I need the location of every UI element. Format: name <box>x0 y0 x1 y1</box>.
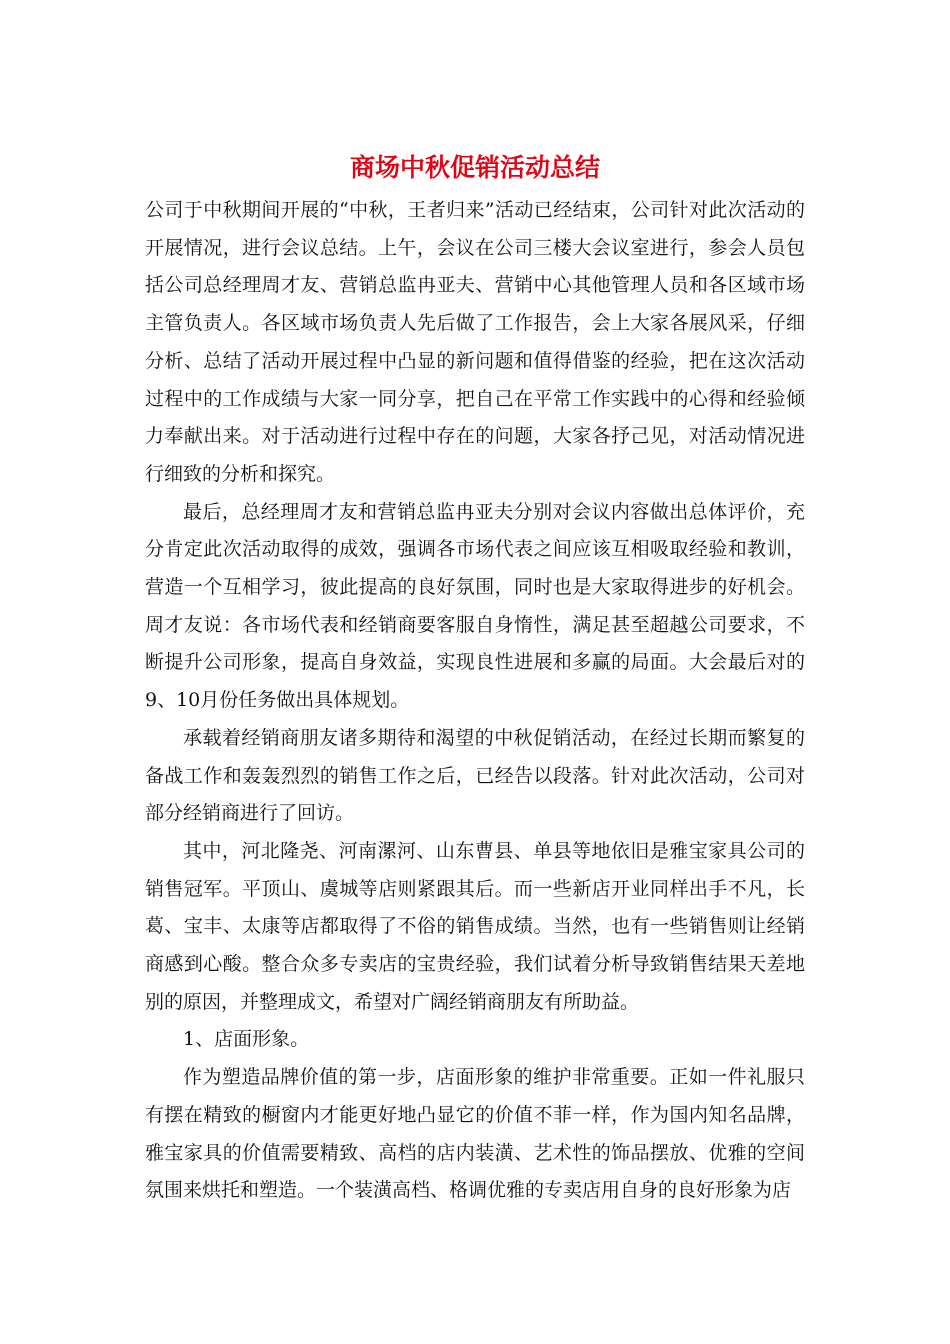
document-title: 商场中秋促销活动总结 <box>349 153 600 182</box>
paragraph-2: 最后，总经理周才友和营销总监冉亚夫分别对会议内容做出总体评价，充分肯定此次活动取得的成效，强调各市场代表之间应该互相吸取经验和教训，营造一个互相学习，彼此提高的良好氛围，同时也是大家取得进步的好机会。周才友说：各市场代表和经销商要客服自身惰性，满足甚至超越公司要求，不断提升公司形象，提高自身效益，实现良性进展和多赢的局面。大会最后对的9、10月份任务做出具体规划。 <box>145 500 805 712</box>
paragraph-4: 其中，河北隆尧、河南漯河、山东曹县、单县等地依旧是雅宝家具公司的销售冠军。平顶山、虞城等店则紧跟其后。而一些新店开业同样出手不凡，长葛、宝丰、太康等店都取得了不俗的销售成绩。当然，也有一些销售则让经销商感到心酸。整合众多专卖店的宝贵经验，我们试着分析导致销售结果天差地别的原因，并整理成文，希望对广阔经销商朋友有所助益。 <box>145 839 805 1013</box>
document-body <box>145 192 805 1210</box>
paragraph-1: 公司于中秋期间开展的“中秋，王者归来”活动已经结束，公司针对此次活动的开展情况，进行会议总结。上午，会议在公司三楼大会议室进行，参会人员包括公司总经理周才友、营销总监冉亚夫、营销中心其他管理人员和各区域市场主管负责人。各区域市场负责人先后做了工作报告，会上大家各展风采，仔细分析、总结了活动开展过程中凸显的新问题和值得借鉴的经验，把在这次活动过程中的工作成绩与大家一同分享，把自己在平常工作实践中的心得和经验倾力奉献出来。对于活动进行过程中存在的问题，大家各抒己见，对活动情况进行细致的分析和探究。 <box>145 199 805 485</box>
paragraph-5: 作为塑造品牌价值的第一步，店面形象的维护非常重要。正如一件礼服只有摆在精致的橱窗内才能更好地凸显它的价值不菲一样，作为国内知名品牌，雅宝家具的价值需要精致、高档的店内装潢、艺术性的饰品摆放、优雅的空间氛围来烘托和塑造。一个装潢高档、格调优雅的专卖店用自身的良好形象为店 <box>145 1066 805 1202</box>
section-heading-1: 1、店面形象。 <box>183 1028 310 1051</box>
paragraph-3: 承载着经销商朋友诸多期待和渴望的中秋促销活动，在经过长期而繁复的备战工作和轰轰烈烈的销售工作之后，已经告以段落。针对此次活动，公司对部分经销商进行了回访。 <box>145 726 805 825</box>
